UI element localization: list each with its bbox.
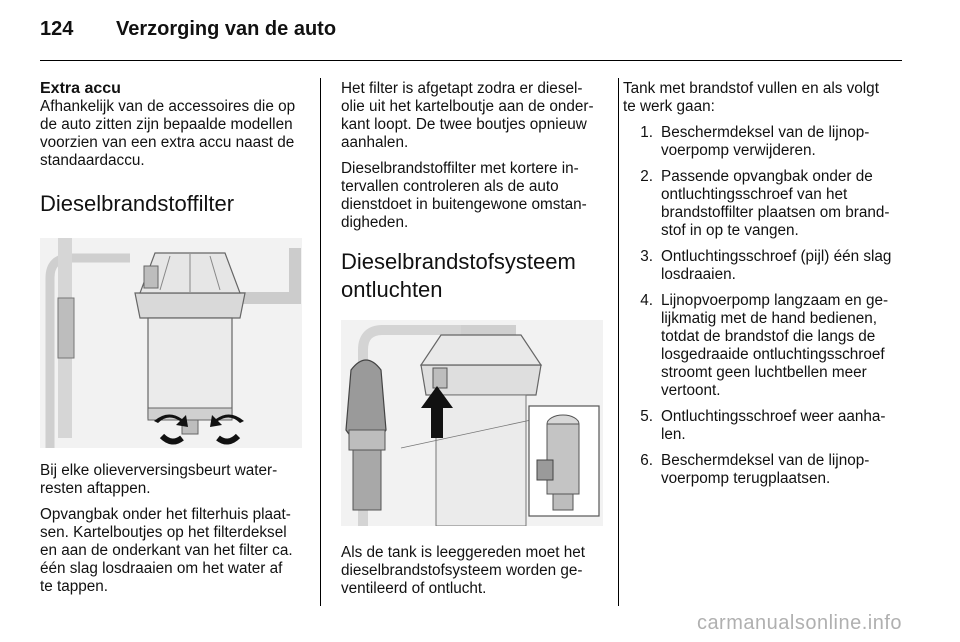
steps-intro: Tank met brandstof vullen en als volgt te werk gaan: [623, 80, 879, 115]
extra-accu-heading: Extra accu [40, 80, 121, 97]
extra-accu-text: Afhankelijk van de accessoires die op de auto zitten zijn bepaalde modellen voorzien van een extra accu naast de standaardaccu. [40, 98, 296, 169]
bleeding-figure [341, 320, 603, 526]
steps-list [623, 124, 905, 488]
column-right [623, 80, 905, 496]
page-header [40, 14, 920, 50]
filter-paragraph-1: Bij elke olieverversingsbeurt water- resten aftappen. [40, 462, 278, 497]
list-item: 3. Ontluchtingsschroef (pijl) één slag losdraaien. [640, 248, 892, 283]
column-middle [341, 80, 605, 606]
column-divider [618, 78, 619, 606]
interval-paragraph: Dieselbrandstoffilter met kortere in- tervallen controleren als de auto dienstdoet in buitengewone omstan- digheden. [341, 160, 587, 231]
list-item: 5. Ontluchtingsschroef weer aanha- len. [640, 408, 886, 443]
list-item: 1. Beschermdeksel van de lijnop- voerpomp verwijderen. [640, 124, 870, 159]
drain-paragraph: Het filter is afgetapt zodra er diesel- olie uit het kartelboutje aan de onder- kant loopt. De twee boutjes opnieuw aanhalen. [341, 80, 594, 151]
column-divider [320, 78, 321, 606]
page-title: Verzorging van de auto [116, 18, 337, 40]
list-item: 6. Beschermdeksel van de lijnop- voerpomp terugplaatsen. [640, 452, 870, 487]
page-number: 124 [40, 18, 74, 40]
header-rule [40, 60, 902, 61]
column-left [40, 80, 306, 604]
list-item: 4. Lijnopvoerpomp langzaam en ge- lijkmatig met de hand bedienen, totdat de brandstof die langs de losgedraaide ontluchtingsschroef stroomt geen luchtbellen meer vertoont. [640, 292, 889, 399]
bleeding-heading: Dieselbrandstofsysteem ontluchten [341, 249, 576, 302]
fuel-filter-figure [40, 238, 302, 448]
bleeding-paragraph: Als de tank is leeggereden moet het dieselbrandstofsysteem worden ge- ventileerd of ontlucht. [341, 544, 586, 597]
filter-heading: Dieselbrandstoffilter [40, 191, 235, 216]
watermark: carmanualsonline.info [696, 612, 902, 634]
filter-paragraph-2: Opvangbak onder het filterhuis plaat- sen. Kartelboutjes op het filterdeksel en aan de onderkant van het filter ca. één slag losdraaien om het water af te tappen. [40, 506, 293, 595]
list-item: 2. Passende opvangbak onder de ontluchtingsschroef van het brandstoffilter plaatsen om brand- stof in op te vangen. [640, 168, 890, 239]
